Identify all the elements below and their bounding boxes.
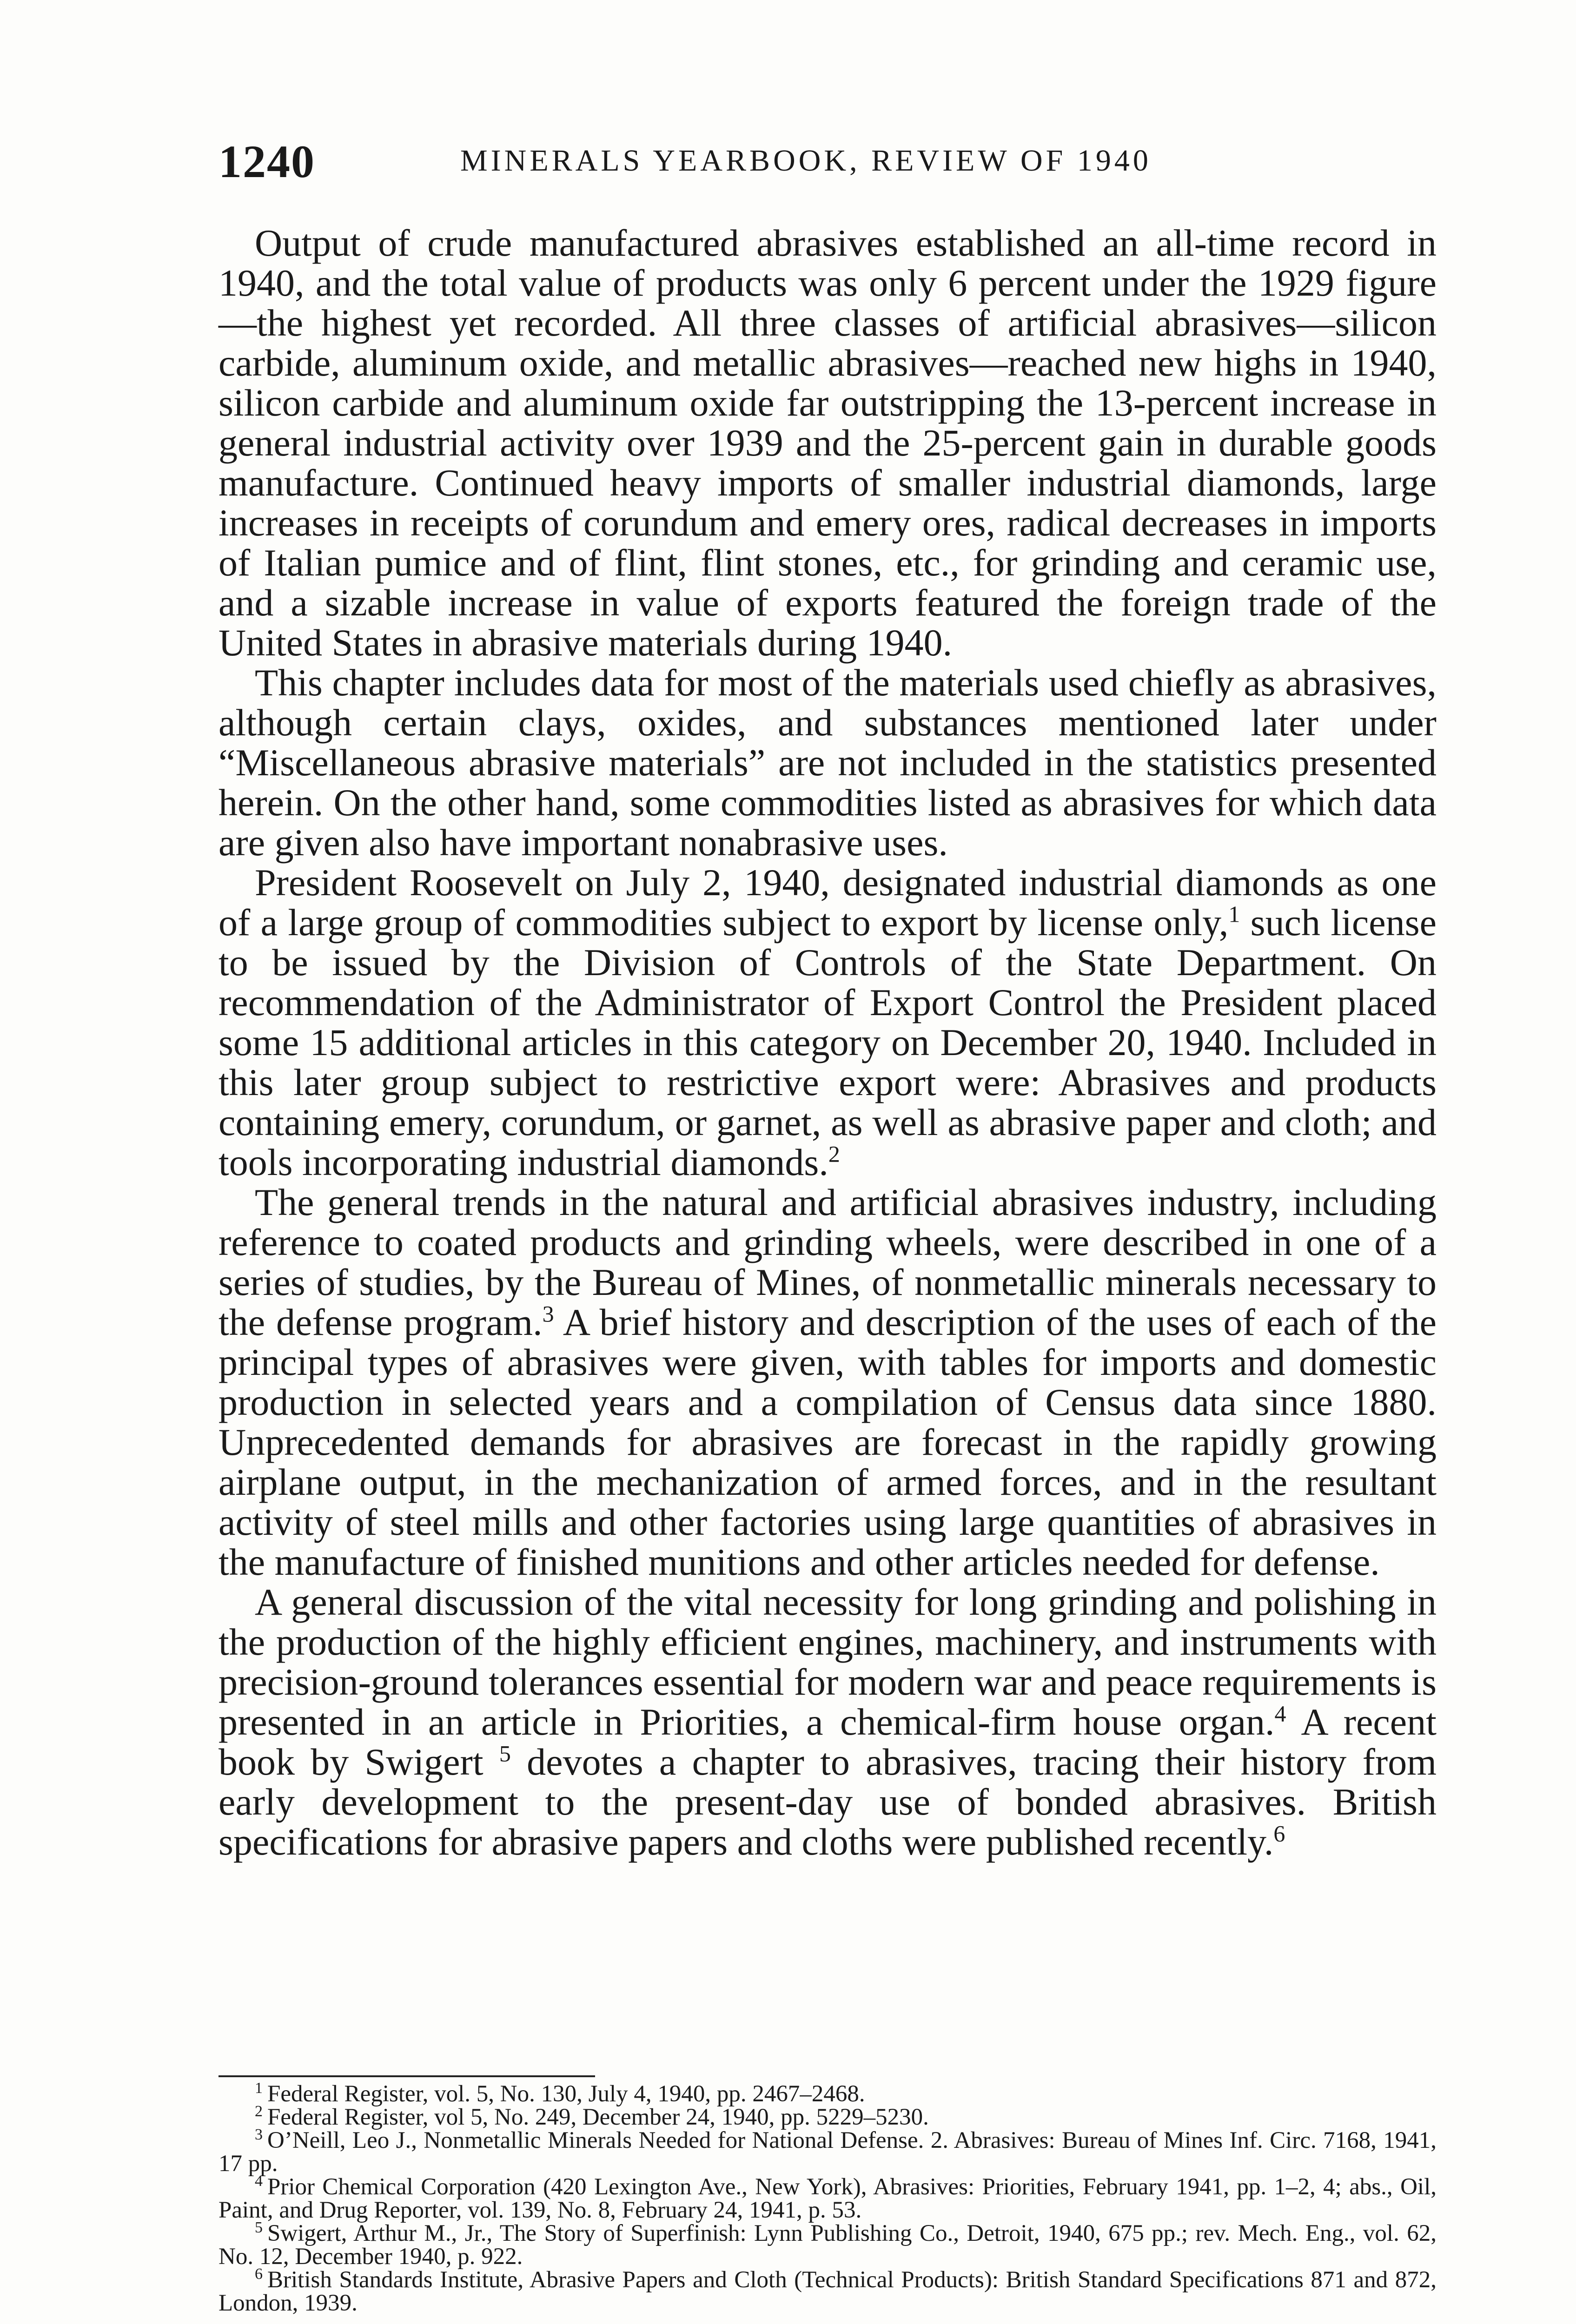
footnote-4: [219, 2172, 1437, 2223]
paragraph-2-text: This chapter includes data for most of the materials used chiefly as abrasives, although certain clays, oxides, and substances mentioned later under “Miscellaneous abrasive materials” are not included in the statistics presented herein. On the other hand, some commodities listed as abrasives for which data are given also have important nonabrasive uses.: [219, 661, 1437, 864]
paragraph-2: [219, 663, 1437, 863]
paragraph-1: [219, 223, 1437, 663]
footnote-text: Federal Register, vol 5, No. 249, December 24, 1940, pp. 5229–5230.: [267, 2104, 929, 2130]
footnote-mark: 4: [255, 2172, 263, 2190]
footnote-mark: 2: [255, 2103, 263, 2120]
footnote-mark: 5: [255, 2219, 263, 2236]
paragraph-4-text-b: A brief history and description of the uses of each of the principal types of abrasives were given, with tables for imports and domestic production in selected years and a compilation of Census data since 1880. Unprecedented demands for abrasives are forecast in the rapidly growing airplane output, in the mechanization of armed forces, and in the resultant activity of steel mills and other factories using large quantities of abrasives in the manufacture of finished munitions and other articles needed for defense.: [219, 1301, 1437, 1583]
footnote-3: [219, 2126, 1437, 2177]
footnote-text: British Standards Institute, Abrasive Papers and Cloth (Technical Products): British Standard Specifications 871 and 872, London, 1939.: [219, 2267, 1437, 2316]
page-header: [219, 135, 1437, 200]
footnote-ref-1[interactable]: 1: [1228, 901, 1240, 927]
running-title: MINERALS YEARBOOK, REVIEW OF 1940: [460, 144, 1152, 178]
footnote-mark: 3: [255, 2126, 263, 2143]
footnote-5: [219, 2219, 1437, 2270]
body-text: [219, 223, 1437, 1862]
page-number: 1240: [219, 136, 315, 187]
footnote-2: [219, 2103, 1437, 2130]
footnotes: [219, 2082, 1437, 2315]
footnote-text: Federal Register, vol. 5, No. 130, July 4, 1940, pp. 2467–2468.: [267, 2081, 865, 2107]
footnote-mark: 1: [255, 2080, 263, 2097]
paragraph-1-text: Output of crude manufactured abrasives established an all-time record in 1940, and the total value of products was only 6 percent under the 1929 figure—the highest yet recorded. All three classes of artificial abrasives—silicon carbide, aluminum oxide, and metallic abrasives—reached new highs in 1940, silicon carbide and aluminum oxide far outstripping the 13-percent increase in general industrial activity over 1939 and the 25-percent gain in durable goods manufacture. Continued heavy imports of smaller industrial diamonds, large increases in receipts of corundum and emery ores, radical decreases in imports of Italian pumice and of flint, flint stones, etc., for grinding and ceramic use, and a sizable increase in value of exports featured the foreign trade of the United States in abrasive materials during 1940.: [219, 222, 1437, 664]
paragraph-5-text-c: devotes a chapter to abrasives, tracing their history from early development to the present-day use of bonded abrasives. British specifications for abrasive papers and cloths were published recently.: [219, 1741, 1437, 1863]
paragraph-5-text-a: A general discussion of the vital necessity for long grinding and polishing in the production of the highly efficient engines, machinery, and instruments with precision-ground tolerances essential for modern war and peace requirements is presented in an article in Priorities, a chemical-firm house organ.: [219, 1581, 1437, 1743]
paragraph-5-text-b: A recent book by Swigert: [219, 1701, 1437, 1783]
paragraph-3: [219, 863, 1437, 1182]
footnote-mark: 6: [255, 2265, 263, 2283]
footnote-ref-6[interactable]: 6: [1273, 1820, 1285, 1847]
footnote-text: O’Neill, Leo J., Nonmetallic Minerals Needed for National Defense. 2. Abrasives: Bureau of Mines Inf. Circ. 7168, 1941, 17 pp.: [219, 2127, 1437, 2177]
footnote-ref-3[interactable]: 3: [542, 1301, 554, 1327]
paragraph-4: [219, 1182, 1437, 1582]
footnote-ref-2[interactable]: 2: [828, 1141, 840, 1167]
footnote-ref-4[interactable]: 4: [1274, 1700, 1286, 1727]
footnote-1: [219, 2082, 1437, 2106]
footnote-text: Swigert, Arthur M., Jr., The Story of Superfinish: Lynn Publishing Co., Detroit, 1940, 675 pp.; rev. Mech. Eng., vol. 62, No. 12, December 1940, p. 922.: [219, 2220, 1437, 2270]
paragraph-5: [219, 1582, 1437, 1862]
paragraph-3-text-b: such license to be issued by the Division of Controls of the State Department. On recommendation of the Administrator of Export Control the President placed some 15 additional articles in this category on December 20, 1940. Included in this later group subject to restrictive export were: Abrasives and products containing emery, corundum, or garnet, as well as abrasive paper and cloth; and tools incorporating industrial diamonds.: [219, 901, 1437, 1183]
paragraph-3-text-a: President Roosevelt on July 2, 1940, designated industrial diamonds as one of a large group of commodities subject to export by license only,: [219, 861, 1437, 944]
footnote-ref-5[interactable]: 5: [499, 1740, 511, 1767]
footnote-6: [219, 2265, 1437, 2316]
footnote-divider: [219, 2075, 595, 2077]
paragraph-4-text-a: The general trends in the natural and artificial abrasives industry, including reference to coated products and grinding wheels, were described in one of a series of studies, by the Bureau of Mines, of nonmetallic minerals necessary to the defense program.: [219, 1181, 1437, 1343]
footnote-text: Prior Chemical Corporation (420 Lexington Ave., New York), Abrasives: Priorities, February 1941, pp. 1–2, 4; abs., Oil, Paint, and Drug Reporter, vol. 139, No. 8, February 24, 1941, p. 53.: [219, 2174, 1437, 2223]
